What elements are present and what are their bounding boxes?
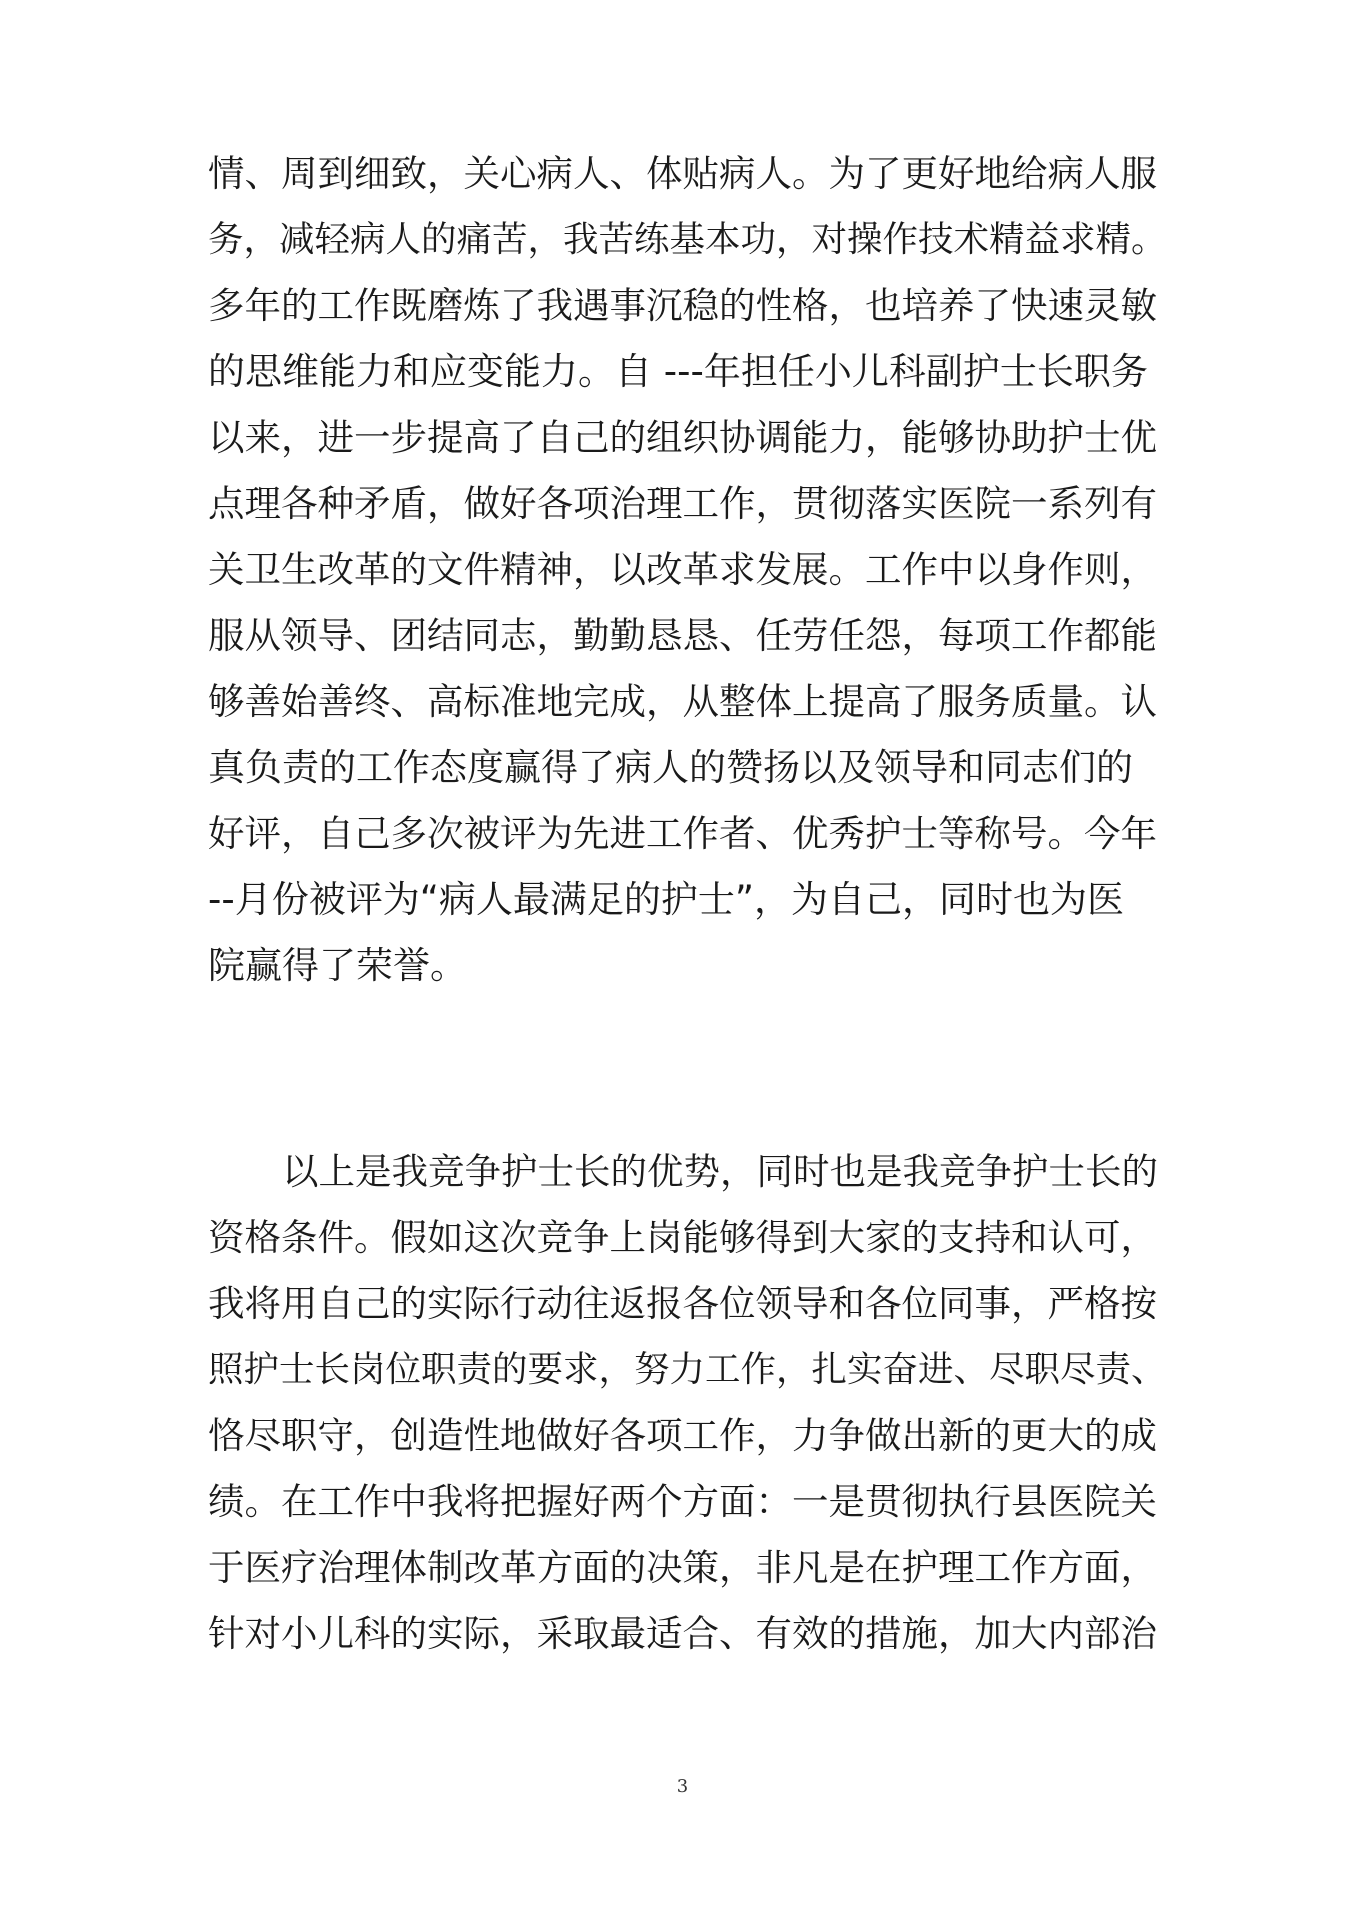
text-line: 真负责的工作态度赢得了病人的赞扬以及领导和同志们的 — [208, 746, 1133, 789]
text-line: 的思维能力和应变能力。自 ---年担任小儿科副护士长职务 — [208, 350, 1148, 393]
text-line: --月份被评为“病人最满足的护士”，为自己，同时也为医 — [208, 878, 1125, 921]
text-line: 关卫生改革的文件精神，以改革求发展。工作中以身作则， — [208, 548, 1157, 591]
text-line: 多年的工作既磨炼了我遇事沉稳的性格，也培养了快速灵敏 — [208, 284, 1157, 327]
page-number: 3 — [676, 1776, 689, 1797]
text-line: 点理各种矛盾，做好各项治理工作，贯彻落实医院一系列有 — [208, 482, 1157, 525]
text-line: 于医疗治理体制改革方面的决策，非凡是在护理工作方面， — [208, 1546, 1157, 1589]
text-line: 照护士长岗位职责的要求，努力工作，扎实奋进、尽职尽责、 — [208, 1349, 1167, 1390]
text-line: 以来，进一步提高了自己的组织协调能力，能够协助护士优 — [208, 416, 1157, 459]
text-line: 好评，自己多次被评为先进工作者、优秀护士等称号。今年 — [208, 812, 1157, 855]
text-line: 情、周到细致，关心病人、体贴病人。为了更好地给病人服 — [208, 152, 1157, 195]
text-line: 恪尽职守，创造性地做好各项工作，力争做出新的更大的成 — [208, 1414, 1157, 1457]
text-line: 绩。在工作中我将把握好两个方面：一是贯彻执行县医院关 — [208, 1480, 1157, 1523]
text-line: 服从领导、团结同志，勤勤恳恳、任劳任怨，每项工作都能 — [208, 614, 1157, 657]
text-line: 务，减轻病人的痛苦，我苦练基本功，对操作技术精益求精。 — [208, 219, 1167, 260]
text-line: 针对小儿科的实际，采取最适合、有效的措施，加大内部治 — [208, 1612, 1157, 1655]
text-line: 我将用自己的实际行动往返报各位领导和各位同事，严格按 — [208, 1282, 1157, 1325]
text-line: 够善始善终、高标准地完成，从整体上提高了服务质量。认 — [208, 680, 1157, 723]
text-line: 院赢得了荣誉。 — [208, 944, 467, 987]
text-line: 以上是我竞争护士长的优势，同时也是我竞争护士长的 — [282, 1150, 1158, 1193]
text-line: 资格条件。假如这次竞争上岗能够得到大家的支持和认可， — [208, 1216, 1157, 1259]
